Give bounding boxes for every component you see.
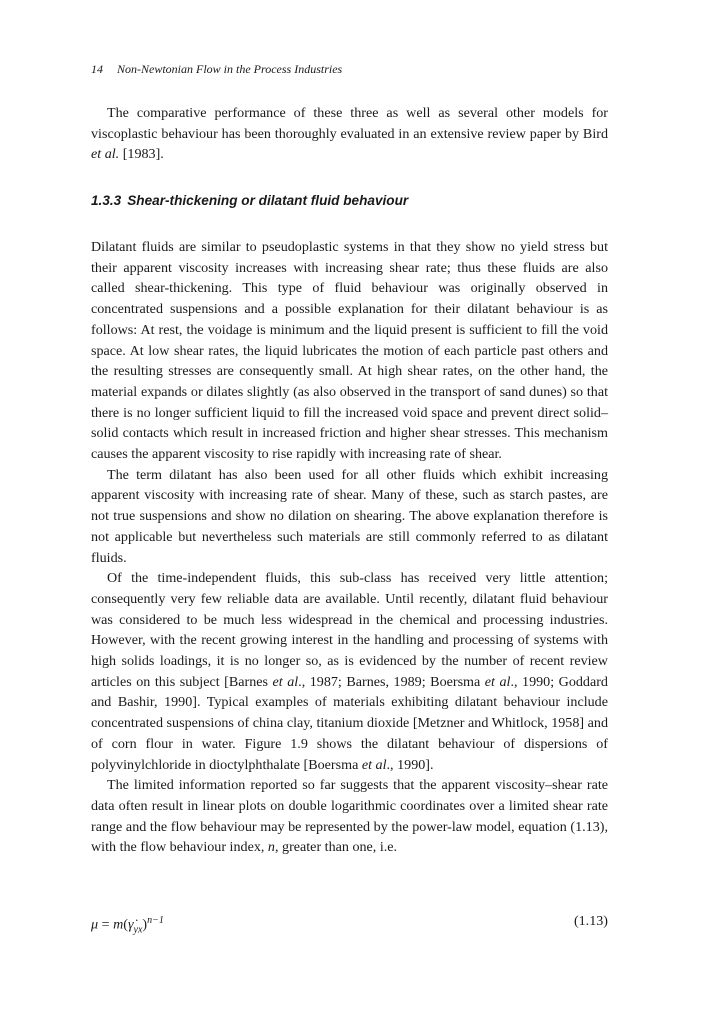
eq-equals: = xyxy=(98,916,114,933)
running-head xyxy=(91,62,342,77)
equation-body xyxy=(91,910,164,942)
intro-etal: et al. xyxy=(91,146,120,163)
paragraph-2: The term dilatant has also been used for all other fluids which exhibit increasing apparent viscosity with increasing rate of shear. Many of these, such as starch pastes, are not true suspensions and show no dilation on shearing. The above explanation therefore is not applicable but nevertheless such materials are still commonly referred to as dilatant fluids. xyxy=(91,466,608,566)
equation-number: (1.13) xyxy=(573,913,608,929)
book-title: Non-Newtonian Flow in the Process Industries xyxy=(117,62,343,76)
p3-text-c: ., 1990; Goddard and Bashir, 1990]. Typical examples of materials exhibiting dilatant behaviour include concentrated suspensions of china clay, titanium dioxide [Metzner and Whitlock, 1958] and of corn flour in water. Figure 1.9 shows the dilatant behaviour of dispersions of polyvinylchloride in dioctylphthalate [Boersma xyxy=(91,673,608,773)
intro-text-end: [1983]. xyxy=(119,146,164,163)
section-title: Shear-thickening or dilatant fluid behaviour xyxy=(127,193,409,208)
eq-exponent: n−1 xyxy=(147,915,164,926)
page-number: 14 xyxy=(91,62,103,76)
paragraph-1: Dilatant fluids are similar to pseudoplastic systems in that they show no yield stress but their apparent viscosity increases with increasing shear rate; thus these fluids are also called shear-thickening. This type of fluid behaviour was originally observed in concentrated suspensions and a possible explanation for their dilatant behaviour is as follows: At rest, the voidage is minimum and the liquid present is sufficient to fill the void space. At low shear rates, the liquid lubricates the motion of each particle past others and the resulting stresses are consequently small. At high shear rates, on the other hand, the material expands or dilates slightly (as also observed in the transport of sand dunes) so that there is no longer sufficient liquid to fill the increased void space and prevent direct solid–solid contacts which result in increased friction and higher shear stresses. This mechanism causes the apparent viscosity to rise rapidly with increasing rate of shear. xyxy=(91,239,608,463)
eq-gamma-dot: γ̇ xyxy=(127,916,134,933)
eq-mu: μ xyxy=(91,916,99,933)
eq-m: m xyxy=(113,916,124,933)
p3-etal-2: et al xyxy=(484,673,511,690)
paragraph-3 xyxy=(91,568,608,775)
p4-n: n xyxy=(267,839,275,856)
section-heading xyxy=(91,193,408,208)
eq-close-paren: ) xyxy=(142,916,148,933)
p3-text-d: ., 1990]. xyxy=(386,756,434,773)
p4-text-a: The limited information reported so far suggests that the apparent viscosity–shear rate data often result in linear plots on double logarithmic coordinates over a limited shear rate range and the flow behaviour may be represented by the power-law model, equation (1.13), with the flow behaviour index, xyxy=(91,777,608,856)
p3-text-a: Of the time-independent fluids, this sub-class has received very little attention; consequently very few reliable data are available. Until recently, dilatant fluid behaviour was considered to be much less widespread in the chemical and processing industries. However, with the recent growing interest in the handling and processing of systems with high solids loadings, it is no longer so, as is evidenced by the number of recent review articles on this subject [Barnes xyxy=(91,570,608,690)
p3-etal-1: et al xyxy=(272,673,299,690)
body-text xyxy=(91,237,608,858)
eq-open-paren: ( xyxy=(123,916,128,933)
intro-paragraph-block xyxy=(91,103,608,165)
p3-etal-3: et al xyxy=(361,756,387,773)
paragraph-4 xyxy=(91,775,608,858)
section-number: 1.3.3 xyxy=(91,193,122,208)
intro-paragraph xyxy=(91,103,608,165)
eq-subscript: yx xyxy=(133,924,143,936)
p4-text-b: , greater than one, i.e. xyxy=(274,839,398,856)
p3-text-b: ., 1987; Barnes, 1989; Boersma xyxy=(298,673,485,690)
intro-text: The comparative performance of these three as well as several other models for viscoplastic behaviour has been thoroughly evaluated in an extensive review paper by Bird xyxy=(91,105,608,142)
